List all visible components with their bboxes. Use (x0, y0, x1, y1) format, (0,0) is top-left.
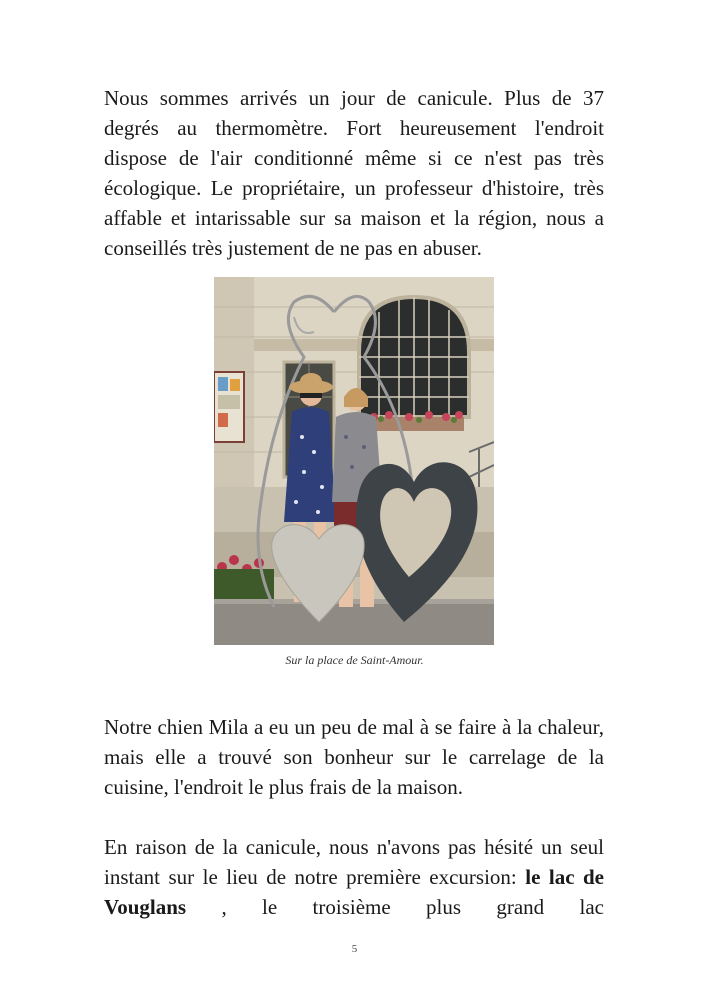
text-run: En raison de la canicule, nous n'avons pas hésité un seul instant sur le lieu de notre première excursion: (104, 835, 604, 889)
plinth (214, 602, 494, 645)
figure-caption: Sur la place de Saint-Amour. (285, 653, 424, 667)
lake-name: le lac de Vouglans (104, 865, 605, 919)
page-number: 5 (351, 943, 358, 955)
paragraph-dog: Notre chien Mila a eu un peu de mal à se faire à la chaleur, mais elle a trouvé son bonheur sur le carrelage de la cuisine, l'endroit le plus frais de la maison. (104, 715, 604, 799)
text-run: , le troisième plus grand lac (186, 895, 604, 919)
paragraph-excursion (104, 832, 604, 922)
paragraph-intro: Nous sommes arrivés un jour de canicule. Plus de 37 degrés au thermomètre. Fort heureusement l'endroit dispose de l'air conditionné même si ce n'est pas très écologique. Le propriétaire, un professeur d'histoire, très affable et intarissable sur sa maison et la région, nous a conseillés très justement de ne pas en abuser. (104, 86, 604, 260)
photo-saint-amour (214, 277, 494, 645)
